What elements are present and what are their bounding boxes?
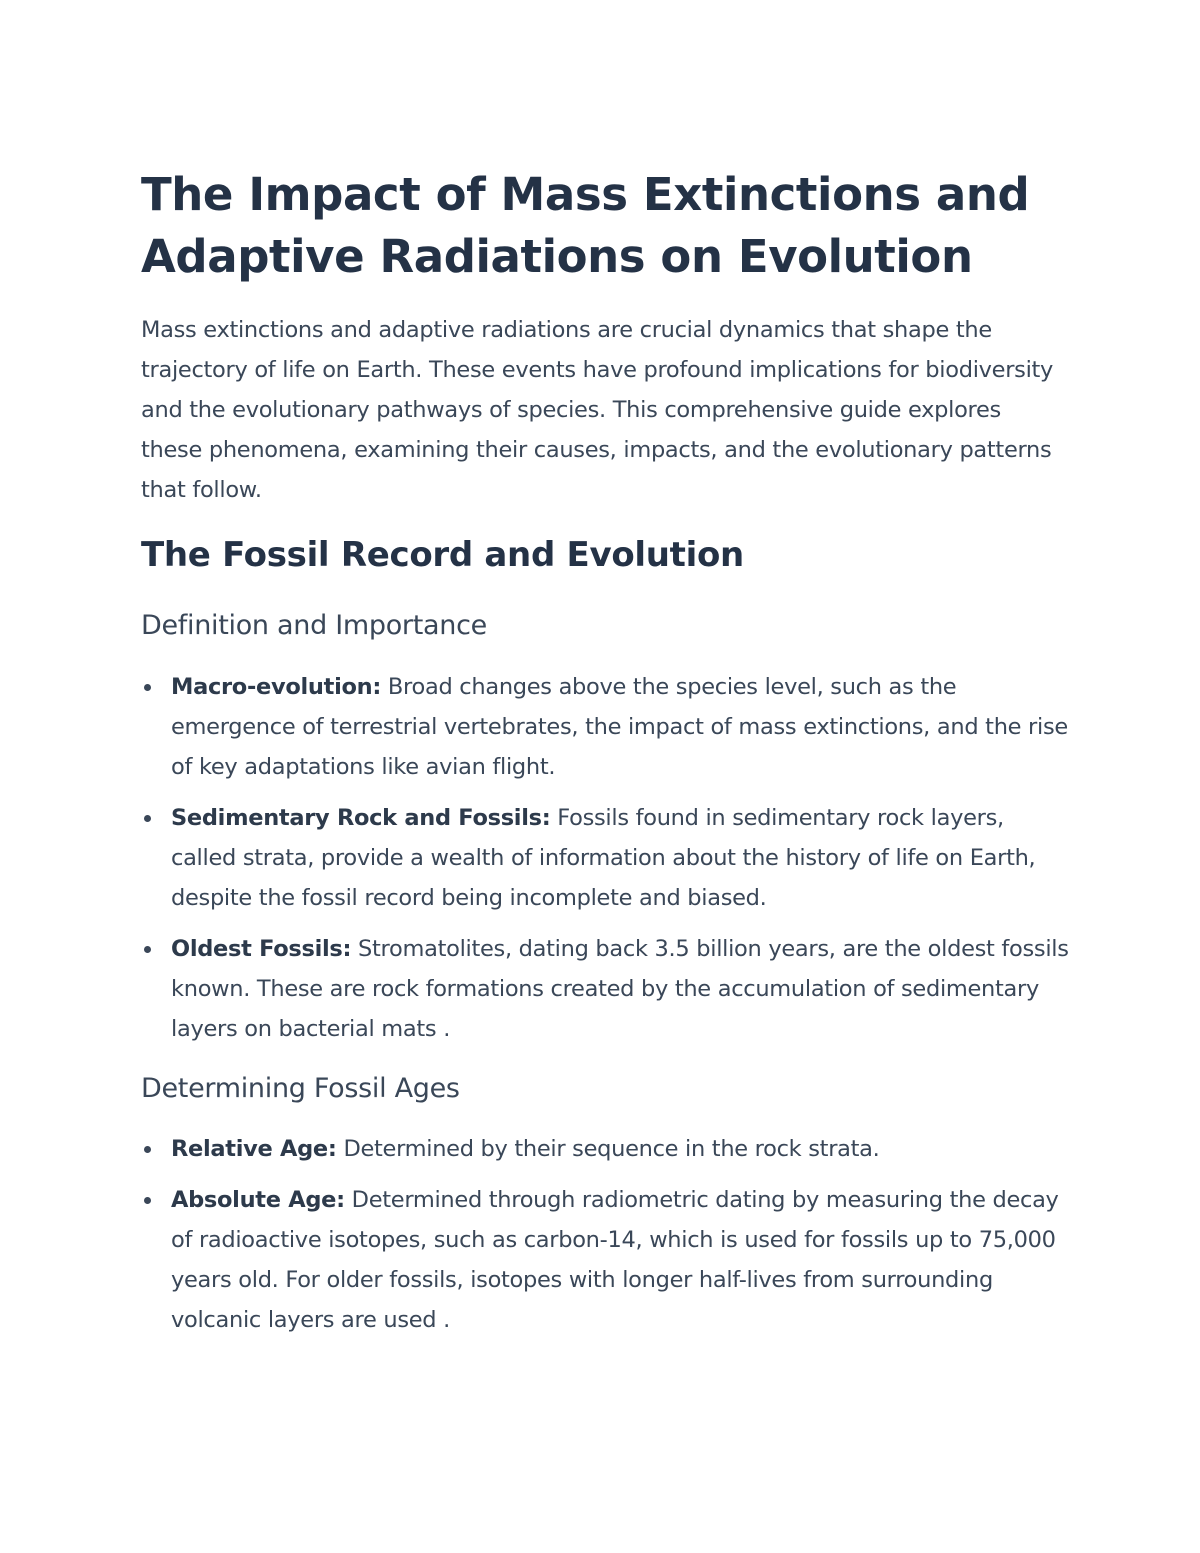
subsection-title-definition: Definition and Importance <box>141 610 487 641</box>
list-item <box>141 667 1071 787</box>
fossil-ages-list <box>141 1129 1071 1351</box>
list-item-term: Sedimentary Rock and Fossils: <box>171 805 551 831</box>
intro-paragraph: Mass extinctions and adaptive radiations are crucial dynamics that shape the trajectory of life on Earth. These events have profound implications for biodiversity and the evolutionary pathways of species. This comprehensive guide explores these phenomena, examining their causes, impacts, and the evolutionary patterns that follow. <box>141 317 1054 503</box>
bullet-icon <box>144 1146 151 1153</box>
list-item-term: Absolute Age: <box>171 1187 345 1213</box>
bullet-icon <box>144 946 151 953</box>
list-item <box>141 798 1071 918</box>
bullet-icon <box>144 684 151 691</box>
list-item <box>141 1180 1071 1340</box>
list-item-term: Macro-evolution: <box>171 674 382 700</box>
list-item-text: Stromatolites, dating back 3.5 billion years, are the oldest fossils known. These are rock formations created by the accumulation of sedimentary layers on bacterial mats . <box>171 936 1069 1042</box>
list-item-text: Determined through radiometric dating by measuring the decay of radioactive isotopes, such as carbon-14, which is used for fossils up to 75,000 years old. For older fossils, isotopes with longer half-lives from surrounding volcanic layers are used . <box>171 1187 1059 1333</box>
definition-list <box>141 667 1071 1060</box>
section-title: The Fossil Record and Evolution <box>141 535 744 575</box>
list-item-text: Fossils found in sedimentary rock layers, called strata, provide a wealth of information about the history of life on Earth, despite the fossil record being incomplete and biased. <box>171 805 1036 911</box>
list-item-term: Relative Age: <box>171 1136 337 1162</box>
list-item <box>141 1129 1071 1169</box>
title-line-1: The Impact of Mass Extinctions and <box>141 168 1030 221</box>
document-title <box>141 164 1071 288</box>
bullet-icon <box>144 815 151 822</box>
bullet-icon <box>144 1197 151 1204</box>
list-item <box>141 929 1071 1049</box>
list-item-text: Determined by their sequence in the rock strata. <box>336 1136 880 1162</box>
subsection-title-fossil-ages: Determining Fossil Ages <box>141 1073 460 1104</box>
list-item-text: Broad changes above the species level, such as the emergence of terrestrial vertebrates, the impact of mass extinctions, and the rise of key adaptations like avian flight. <box>171 674 1068 780</box>
list-item-term: Oldest Fossils: <box>171 936 352 962</box>
title-line-2: Adaptive Radiations on Evolution <box>141 230 973 283</box>
